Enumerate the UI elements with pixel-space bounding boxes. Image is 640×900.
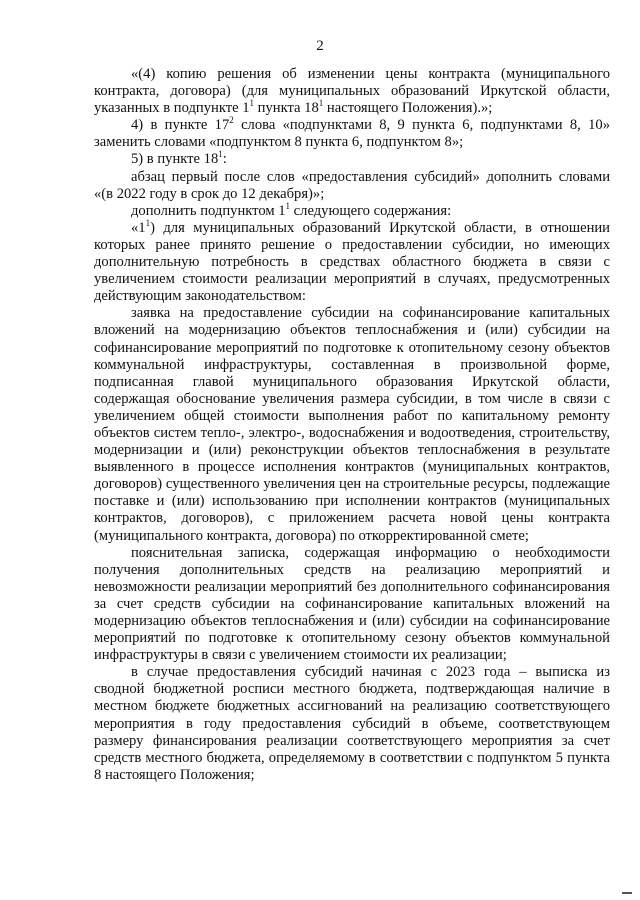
paragraph-2: 4) в пункте $17^2$ слова «подпунктами 8, 9 пункта 6, подпунктами 8, 10» заменить словами «подпунктом 8 пункта 6, подпунктом 8»; (94, 115, 610, 151)
paragraph-6: «$1^1$) для муниципальных образований Иркутской области, в отношении которых ранее принято решение о предоставлении субсидии, но имеющих дополнительную потребность в средствах областного бюджета в связи с увеличением стоимости реализации мероприятий в случаях, предусмотренных действующим законодательством: (94, 217, 610, 305)
paragraph-1: «(4) копию решения об изменении цены контракта (муниципального контракта, договора) (для муниципальных образований Иркутской области, указанных в подпункте $1^1$ пункта $18^1$ настоящего Положения).»; (94, 66, 610, 117)
paragraph-4: абзац первый после слов «предоставления субсидий» дополнить словами «(в 2022 году в срок до 12 декабря)»; (94, 168, 610, 202)
paragraph-9: в случае предоставления субсидий начиная с 2023 года – выписка из сводной бюджетной росписи местного бюджета, подтверждающая наличие в местном бюджете бюджетных ассигнований на реализацию соответствующего мероприятия в году предоставления субсидий в объеме, соответствующем размеру финансирования реализации соответствующего мероприятия за счет средств местного бюджета, определяемому в соответствии с подпунктом 5 пункта 8 настоящего Положения; (94, 664, 610, 783)
document-body (94, 66, 610, 784)
scan-edge-mark (622, 892, 632, 894)
paragraph-8: пояснительная записка, содержащая информацию о необходимости получения дополнительных средств на реализацию мероприятий и невозможности реализации мероприятий без дополнительного софинансирования за счет средств субсидии на софинансирование капитальных вложений на модернизацию объектов теплоснабжения и (или) субсидии на софинансирование мероприятий по подготовке к отопительному сезону объектов коммунальной инфраструктуры в связи с увеличением стоимости их реализации; (94, 544, 610, 664)
paragraph-5: дополнить подпунктом $1^1$ следующего содержания: (131, 200, 452, 219)
paragraph-7: заявка на предоставление субсидии на софинансирование капитальных вложений на модернизацию объектов теплоснабжения и (или) субсидии на софинансирование мероприятий по подготовке к отопительному сезону объектов коммунальной инфраструктуры, составленная в произвольной форме, подписанная главой муниципального образования Иркутской области, содержащая обоснование увеличения размера субсидии, в том числе в связи с увеличением общей стоимости выполнения работ по капитальному ремонту объектов систем тепло-, электро-, водоснабжения и водоотведения, строительству, модернизации и (или) реконструкции объектов теплоснабжения в результате выявленного в процессе исполнения контрактов (муниципальных контрактов, договоров) существенного увеличения цен на строительные ресурсы, подлежащие поставке и (или) использованию при исполнении контрактов (муниципальных контрактов, договоров), с приложением расчета новой цены контракта (муниципального контракта, договора) по откорректированной смете; (94, 305, 610, 544)
page-number: 2 (316, 38, 324, 54)
paragraph-3: 5) в пункте $18^1$: (131, 149, 227, 168)
